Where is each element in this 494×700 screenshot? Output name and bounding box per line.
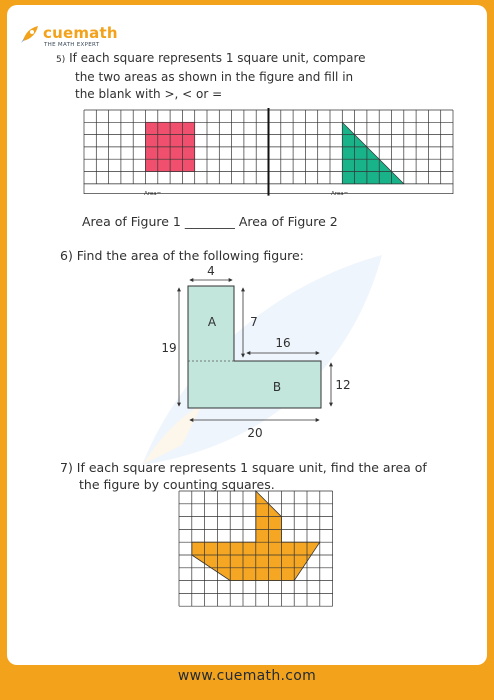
q5-line2: the two areas as shown in the figure and fill in	[75, 70, 354, 84]
q6-dim-right: 12	[335, 378, 351, 392]
q5-area-label-left: Area=	[144, 191, 162, 197]
q5-triangle-shape	[342, 122, 404, 184]
q6-dim-top: 4	[207, 264, 215, 278]
q7-text	[60, 459, 427, 493]
brand-name: cuemath	[43, 24, 118, 42]
q5-grid-figure	[82, 108, 457, 203]
q6-text: 6) Find the area of the following figure:	[60, 248, 304, 263]
q6-l-shape	[188, 286, 321, 408]
q5-line3: the blank with >, < or =	[75, 87, 223, 101]
q6-dim-left: 19	[161, 341, 177, 355]
q6-dim-inner-horizontal: 16	[275, 336, 291, 350]
q5-answer-blank: ________	[184, 214, 235, 229]
brand-tagline: THE MATH EXPERT	[44, 42, 100, 48]
q6-dim-inner-vertical: 7	[250, 315, 258, 329]
rocket-logo-icon	[19, 23, 41, 45]
q5-number: 5)	[56, 55, 66, 65]
q6-dim-bottom: 20	[247, 426, 263, 440]
q5-answer-left: Area of Figure 1	[82, 214, 181, 229]
q6-region-b: B	[272, 380, 282, 394]
q5-text	[56, 50, 366, 103]
q7-line2: the figure by counting squares.	[79, 477, 275, 492]
q6-region-a: A	[207, 315, 217, 329]
q5-answer-line	[82, 213, 338, 230]
q7-grid-figure	[177, 489, 337, 609]
worksheet-page	[7, 5, 487, 665]
q6-l-shape-figure	[157, 260, 357, 440]
q5-answer-right: Area of Figure 2	[238, 214, 338, 229]
q7-line1: 7) If each square represents 1 square unit, find the area of	[60, 460, 427, 475]
q5-line1: If each square represents 1 square unit, compare	[69, 51, 366, 65]
footer-website: www.cuemath.com	[177, 668, 317, 684]
q5-area-label-right: Area=	[331, 191, 349, 197]
